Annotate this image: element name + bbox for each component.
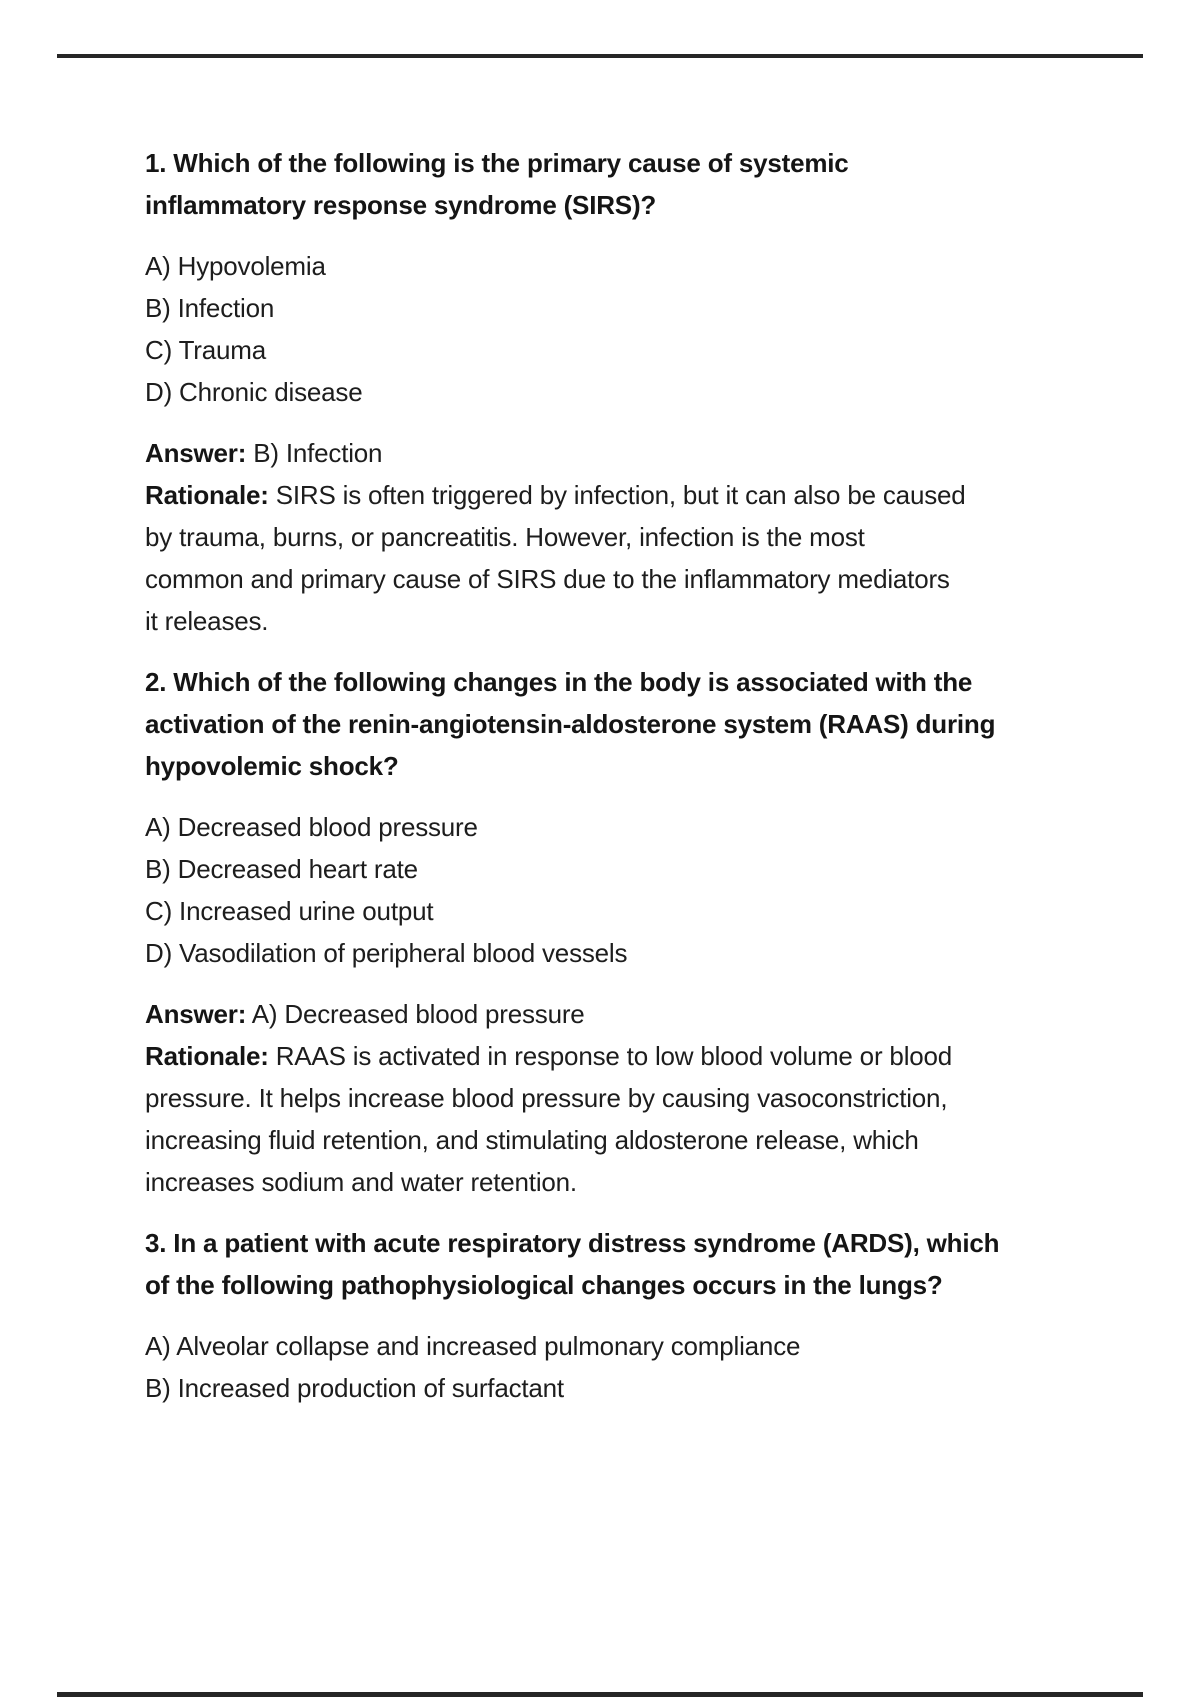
document-content [145, 142, 1085, 1428]
rationale-line: increases sodium and water retention. [145, 1167, 577, 1197]
question-1-answer-rationale [145, 432, 1085, 642]
rationale-line [145, 474, 1085, 516]
option-line: B) Decreased heart rate [145, 854, 418, 884]
answer-label: Answer: [145, 999, 247, 1029]
question-heading-line: 2. Which of the following changes in the body is associated with the [145, 667, 973, 697]
rationale-text: RAAS is activated in response to low blood volume or blood [268, 1041, 953, 1071]
question-1-options [145, 245, 1085, 413]
question-3-heading [145, 1222, 1085, 1306]
option-line: C) Trauma [145, 335, 267, 365]
answer-text: B) Infection [246, 438, 383, 468]
option-line: D) Vasodilation of peripheral blood vessels [145, 938, 628, 968]
rationale-text: SIRS is often triggered by infection, but it can also be caused [268, 480, 966, 510]
rationale-line: increasing fluid retention, and stimulating aldosterone release, which [145, 1125, 919, 1155]
question-2-options [145, 806, 1085, 974]
option-line: A) Hypovolemia [145, 251, 326, 281]
rationale-line: by trauma, burns, or pancreatitis. However, infection is the most [145, 522, 865, 552]
rationale-line: common and primary cause of SIRS due to the inflammatory mediators [145, 564, 950, 594]
answer-label: Answer: [145, 438, 247, 468]
option-line: B) Increased production of surfactant [145, 1373, 564, 1403]
option-line: B) Infection [145, 293, 275, 323]
answer-text: A) Decreased blood pressure [246, 999, 585, 1029]
rationale-line [145, 1035, 1085, 1077]
bottom-horizontal-rule [57, 1692, 1143, 1697]
option-line: C) Increased urine output [145, 896, 434, 926]
question-2-answer-rationale [145, 993, 1085, 1203]
rationale-line: it releases. [145, 606, 269, 636]
rationale-label: Rationale: [145, 480, 269, 510]
question-3-options [145, 1325, 1085, 1409]
answer-line [145, 993, 1085, 1035]
rationale-line: pressure. It helps increase blood pressure by causing vasoconstriction, [145, 1083, 948, 1113]
rationale-label: Rationale: [145, 1041, 269, 1071]
question-heading-line: 3. In a patient with acute respiratory distress syndrome (ARDS), which [145, 1228, 1000, 1258]
question-heading-line: 1. Which of the following is the primary cause of systemic [145, 148, 849, 178]
question-heading-line: of the following pathophysiological changes occurs in the lungs? [145, 1270, 943, 1300]
question-1-heading [145, 142, 1085, 226]
question-heading-line: hypovolemic shock? [145, 751, 399, 781]
answer-line [145, 432, 1085, 474]
top-horizontal-rule [57, 54, 1143, 58]
option-line: A) Alveolar collapse and increased pulmonary compliance [145, 1331, 801, 1361]
option-line: D) Chronic disease [145, 377, 363, 407]
question-heading-line: activation of the renin-angiotensin-aldosterone system (RAAS) during [145, 709, 996, 739]
question-heading-line: inflammatory response syndrome (SIRS)? [145, 190, 657, 220]
question-2-heading [145, 661, 1085, 787]
option-line: A) Decreased blood pressure [145, 812, 478, 842]
